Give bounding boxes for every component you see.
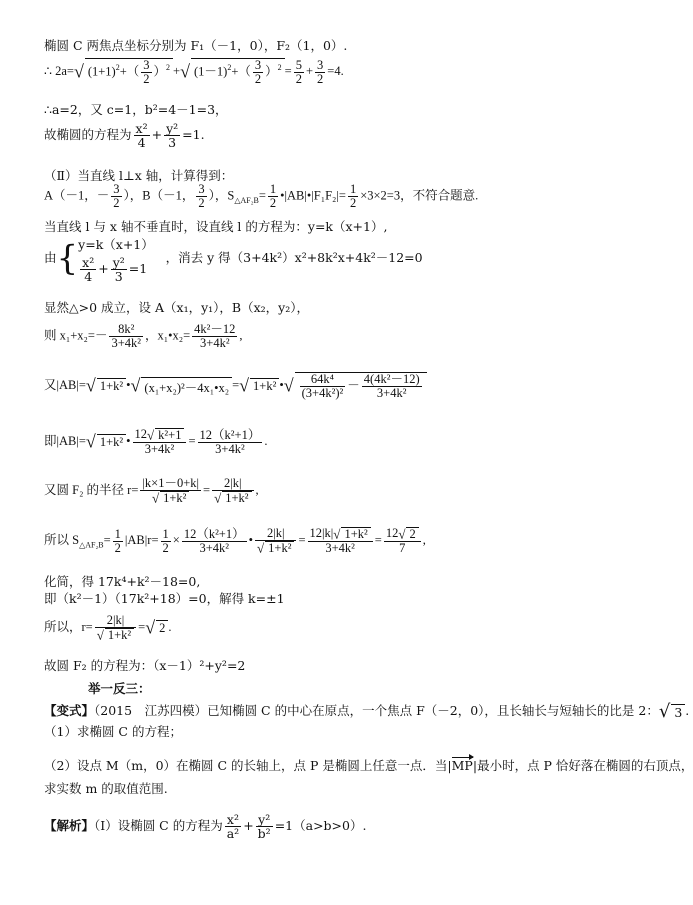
area-equation: 所以 $S_{\triangle AF_2B}=$ $\frac{1}{2}$ |AB|r= $\frac{1}{2}$ × $\frac{\text{12（k²+1）}}{\text{3+4k²}}$ • $\frac{2|k|}{\text{√ 1+k²}}$ = $\frac{\text{12|k|√ 1+k²}}{\text{3+4k²}}$ = $\frac{12√ 2}{7}$ ,: [44, 526, 426, 556]
text-line-simplify: 化简，得 17k⁴+k²－18=0,: [44, 574, 201, 589]
text-line-solve-k: 即（k²－1）（17k²+18）=0，解得 k=±1: [44, 591, 285, 606]
variant-part-two-cont: 求实数 m 的取值范围.: [44, 781, 168, 796]
solution-start: 【解析】（Ⅰ）设椭圆 C 的方程为 $\frac{\text{x²}}{\text{a²}}$ + $\frac{\text{y²}}{\text{b²}}$ =1（a>b>0）.: [44, 812, 367, 841]
circle-equation: 故圆 F₂ 的方程为：（x－1）²+y²=2: [44, 658, 246, 673]
text-line-line-l: 当直线 l 与 x 轴不垂直时，设直线 l 的方程为：y=k（x+1）,: [44, 219, 388, 234]
text-line-ab: ∴a=2，又 c=1，b²=4－1=3，: [44, 102, 228, 117]
chord-length-equation: 又|AB|=√ 1+k² •√ (x₁+x₂)²－4x₁•x₂ =√ 1+k² •√ $\frac{\text{64k⁴}}{\text{(3+4k²)²}}$ － $\frac{\text{4(4k²－12)}}{\text{3+4k²}}$: [44, 372, 427, 400]
equation-system: 由{y=k（x+1） $\frac{\text{x²}}{4}$ + $\frac{\text{y²}}{3}$ =1 ，消去 y 得（3+4k²）x²+8k²x+4k²－12=0: [44, 237, 423, 284]
text-line-discriminant: 显然△>0 成立，设 A（x₁，y₁），B（x₂，y₂），: [44, 300, 309, 315]
radius-equation: 又圆 F₂ 的半径 r= $\frac{|k\times 1-0+k|}{\text{√ 1+k²}}$ = $\frac{2|k|}{\text{√ 1+k²}}$ ,: [44, 476, 259, 506]
vieta-formulas: 则 x₁+x₂=－ $\frac{\text{8k²}}{\text{3+4k²}}$ ，x₁•x₂= $\frac{\text{4k²－12}}{\text{3+4k²}}$ ,: [44, 322, 243, 350]
points-ab-area: A（－1，－ $\frac{3}{2}$ ），B（－1， $\frac{3}{2}$ ），$S_{\triangle AF_2B}=$ $\frac{1}{2}$ •|AB|•|F₁F₂|= $\frac{1}{2}$ ×3×2=3，不符合题意.: [44, 182, 479, 210]
ellipse-equation: 故椭圆的方程为 $\frac{\text{x²}}{4}$ + $\frac{\text{y²}}{3}$ =1.: [44, 121, 205, 150]
variant-part-two: （2）设点 M（m，0）在椭圆 C 的长轴上，点 P 是椭圆上任意一点．当|MP|最小时，点 P 恰好落在椭圆的右顶点，: [44, 758, 693, 773]
variant-part-one: （1）求椭圆 C 的方程；: [44, 724, 182, 739]
text-line-foci: 椭圆 C 两焦点坐标分别为 F₁（－1，0），F₂（1，0）.: [44, 38, 348, 53]
equation-2a: ∴ 2a=√ $(1+1)^2+$（ $\frac{3}{2}$ ）$^2$ +√ $(1-1)^2+$（ $\frac{3}{2}$ ）$^2$ = $\frac{5}{2}$ + $\frac{3}{2}$ =4.: [44, 57, 344, 86]
section-heading-variant: 举一反三：: [88, 681, 151, 696]
chord-length-result: 即|AB|=√ 1+k² • $\frac{\text{12√ k²+1}}{\text{3+4k²}}$ = $\frac{\text{12（k²+1）}}{\text{3+4k²}}$ .: [44, 427, 268, 457]
part-two-heading: （Ⅱ）当直线 l⊥x 轴，计算得到：: [44, 168, 234, 183]
radius-result: 所以，r= $\frac{2|k|}{\text{√ 1+k²}}$ =√ 2 .: [44, 613, 172, 643]
variant-problem: 【变式】（2015 江苏四模）已知椭圆 C 的中心在原点，一个焦点 F（－2，0），且长轴长与短轴长的比是 2：√ 3 .: [44, 701, 690, 722]
